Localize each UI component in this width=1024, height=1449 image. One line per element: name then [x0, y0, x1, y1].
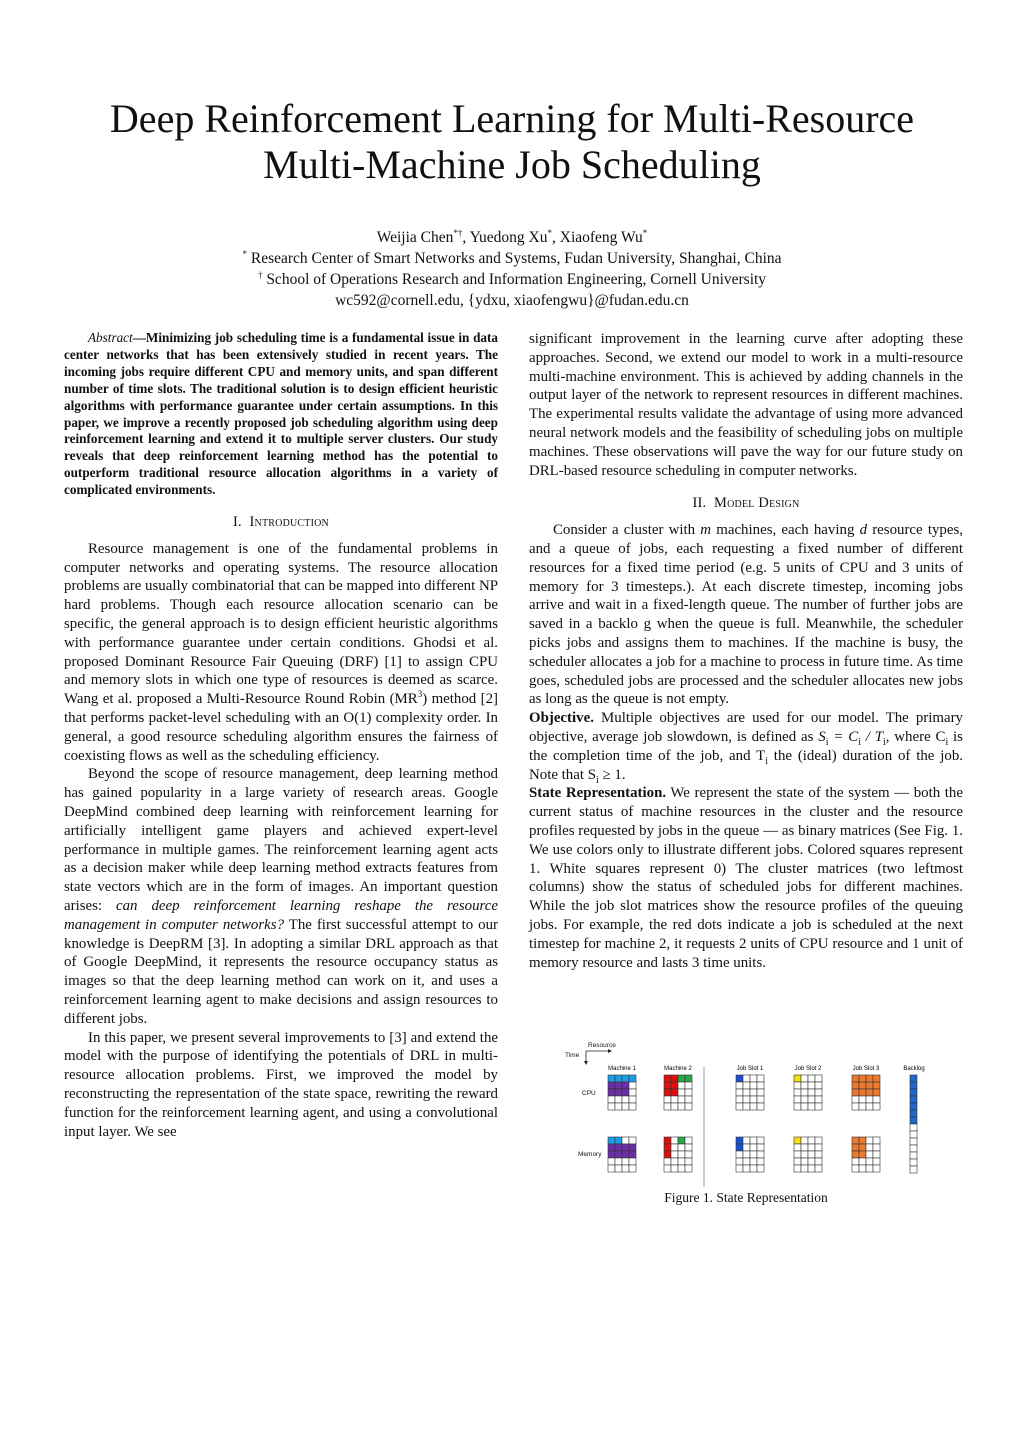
figure-grid-cell	[801, 1089, 808, 1096]
state-representation-paragraph: State Representation. We represent the state of the system — both the current status of machine resources in the cluster and the resource profiles requested by jobs in the queue — as binary matrices (See Fig. 1. We use colors only to illustrate different jobs. Colored squares represent 1. White squares represent 0) The cluster matrices (two leftmost columns) show the status of scheduled jobs for different machines. While the job slot matrices show the resource profiles of the queuing jobs. For example, the red dots indicate a job is scheduled at the next timestep for machine 2, it requests 2 units of CPU resource and 1 unit of memory resource and lasts 3 time units.	[529, 785, 963, 971]
figure-grid-cell	[808, 1165, 815, 1172]
figure-column-label: Job Slot 2	[794, 1066, 822, 1072]
figure-grid-cell	[808, 1096, 815, 1103]
figure-grid-cell	[664, 1158, 671, 1165]
figure-column-label: Job Slot 3	[852, 1066, 880, 1072]
figure-grid-cell	[678, 1151, 685, 1158]
figure-grid-cell	[685, 1075, 692, 1082]
figure-grid-cell	[815, 1082, 822, 1089]
figure-grid-cell	[750, 1082, 757, 1089]
figure-grid-cell	[664, 1089, 671, 1096]
left-column	[64, 330, 498, 1141]
figure-grid-cell	[629, 1165, 636, 1172]
figure-grid-cell	[866, 1096, 873, 1103]
figure-grid-cell	[736, 1096, 743, 1103]
figure-resource-label: Resource	[588, 1042, 616, 1049]
figure-grid-cell	[671, 1089, 678, 1096]
figure-grid-cell	[743, 1151, 750, 1158]
figure-grid-cell	[873, 1165, 880, 1172]
figure-grid-cell	[736, 1165, 743, 1172]
figure-grid-cell	[801, 1165, 808, 1172]
figure-grid-cell	[622, 1075, 629, 1082]
figure-grid-cell	[794, 1144, 801, 1151]
figure-grid-cell	[808, 1082, 815, 1089]
figure-grid-cell	[671, 1082, 678, 1089]
figure-grid-cell	[736, 1075, 743, 1082]
figure-grid-cell	[757, 1075, 764, 1082]
figure-grid-cell	[736, 1144, 743, 1151]
figure-grid-cell	[615, 1096, 622, 1103]
figure-grid-cell	[866, 1144, 873, 1151]
figure-grid-cell	[866, 1151, 873, 1158]
author-block	[60, 227, 964, 311]
figure-backlog-cell	[910, 1096, 917, 1103]
figure-grid-cell	[736, 1158, 743, 1165]
figure-grid-cell	[678, 1137, 685, 1144]
figure-grid-cell	[629, 1089, 636, 1096]
figure-grid-cell	[859, 1165, 866, 1172]
figure-grid-cell	[685, 1096, 692, 1103]
figure-grid-cell	[629, 1144, 636, 1151]
figure-grid-cell	[608, 1089, 615, 1096]
figure-grid-cell	[622, 1151, 629, 1158]
figure-grid-cell	[678, 1096, 685, 1103]
figure-grid-cell	[873, 1082, 880, 1089]
figure-grid-cell	[750, 1075, 757, 1082]
figure-grid-cell	[629, 1137, 636, 1144]
figure-grid-cell	[736, 1082, 743, 1089]
figure-grid-cell	[873, 1144, 880, 1151]
figure-grid-cell	[750, 1165, 757, 1172]
figure-grid-cell	[757, 1158, 764, 1165]
figure-backlog-cell	[910, 1082, 917, 1089]
figure-grid-cell	[815, 1144, 822, 1151]
figure-grid-cell	[685, 1137, 692, 1144]
figure-grid-cell	[750, 1137, 757, 1144]
figure-grid-cell	[736, 1151, 743, 1158]
figure-grid-cell	[866, 1165, 873, 1172]
figure-caption: Figure 1. State Representation	[664, 1190, 828, 1205]
figure-grid-cell	[852, 1158, 859, 1165]
section-heading-introduction: I. Introduction	[233, 514, 329, 531]
figure-grid-cell	[629, 1151, 636, 1158]
figure-grid-cell	[685, 1165, 692, 1172]
figure-grid-cell	[664, 1096, 671, 1103]
figure-grid-cell	[608, 1096, 615, 1103]
figure-grid-cell	[794, 1151, 801, 1158]
figure-grid-cell	[750, 1103, 757, 1110]
figure-grid-cell	[678, 1144, 685, 1151]
figure-grid-cell	[671, 1075, 678, 1082]
intro-paragraph-2: Beyond the scope of resource management, deep learning method has gained popularity in a large variety of research areas. Google DeepMind combined deep learning with reinforcement learning for artificially intelligent game players and achieved expert-level performance in multiple games. The reinforcement learning agent acts as a decision maker while deep learning method extracts features from state vectors which are in the form of images. An important question arises: can deep reinforcement learning reshape the resource management in computer networks? The first successful attempt to our knowledge is DeepRM [3]. In adopting a similar DRL approach as that of Google DeepMind, it represents the resource occupancy status as images so that the deep learning method can work on it, and uses a reinforcement learning agent to make decisions and assign resources to different jobs.	[64, 766, 498, 1027]
section-heading-model-design: II. Model Design	[692, 495, 800, 512]
figure-grid-cell	[629, 1103, 636, 1110]
figure-backlog-cell	[910, 1117, 917, 1124]
figure-grid-cell	[743, 1165, 750, 1172]
figure-grid-cell	[608, 1151, 615, 1158]
figure-grid-cell	[750, 1158, 757, 1165]
figure-grid-cell	[808, 1158, 815, 1165]
figure-grid-cell	[671, 1096, 678, 1103]
figure-grid-cell	[622, 1096, 629, 1103]
figure-grid-cell	[757, 1165, 764, 1172]
figure-grid-cell	[815, 1158, 822, 1165]
figure-grid-cell	[815, 1151, 822, 1158]
figure-grid-cell	[736, 1089, 743, 1096]
figure-grid-cell	[736, 1137, 743, 1144]
figure-grid-cell	[852, 1075, 859, 1082]
figure-grid-cell	[794, 1096, 801, 1103]
figure-grid-cell	[794, 1082, 801, 1089]
figure-grid-cell	[608, 1082, 615, 1089]
figure-grid-cell	[801, 1082, 808, 1089]
figure-grid-cell	[615, 1151, 622, 1158]
figure-grid-cell	[794, 1137, 801, 1144]
figure-grid-cell	[852, 1137, 859, 1144]
figure-grid-cell	[685, 1082, 692, 1089]
figure-grid-cell	[866, 1075, 873, 1082]
figure-axis-arrows	[584, 1049, 612, 1065]
figure-grid-cell	[866, 1103, 873, 1110]
figure-grid-cell	[678, 1103, 685, 1110]
figure-grid-cell	[671, 1137, 678, 1144]
figure-grid-cell	[678, 1158, 685, 1165]
figure-grid-cell	[608, 1165, 615, 1172]
figure-grid-cell	[678, 1165, 685, 1172]
figure-grid-cell	[859, 1151, 866, 1158]
figure-grid-cell	[794, 1158, 801, 1165]
figure-grid-cell	[743, 1075, 750, 1082]
paper-title	[40, 96, 984, 188]
figure-grid-cell	[873, 1089, 880, 1096]
figure-grid-cell	[757, 1144, 764, 1151]
abstract: Abstract—Minimizing job scheduling time is a fundamental issue in data center networks that has been extensively studied in recent years. The incoming jobs require different CPU and memory units, and span different number of time slots. The traditional solution is to design efficient heuristic algorithms with performance guarantee under certain assumptions. In this paper, we improve a recently proposed job scheduling algorithm using deep reinforcement learning and extend it to multiple server clusters. Our study reveals that deep reinforcement learning method has the potential to outperform traditional resource allocation algorithms in a variety of complicated environments.	[64, 330, 498, 498]
figure-grid-cell	[757, 1151, 764, 1158]
figure-grid-cell	[608, 1158, 615, 1165]
intro-paragraph-1: Resource management is one of the fundamental problems in computer networks and operating systems. The resource allocation problems are usually combinatorial that can be mapped into different NP hard problems. Though each resource allocation scenario can be specific, the general approach is to design efficient heuristic algorithms with performance guarantee under certain conditions. Ghodsi et al. proposed Dominant Resource Fair Queuing (DRF) [1] to assign CPU and memory slots in which one type of resources is deemed as scarce. Wang et al. proposed a Multi-Resource Round Robin $(MR^3)$ method [2] that performs packet-level scheduling with an O(1) complexity order. In general, a good resource scheduling algorithm ensures the fairness of coexisting flows as well as the scheduling efficiency.	[64, 540, 498, 764]
figure-grid-cell	[671, 1144, 678, 1151]
author-names: Weijia Chen*†, Yuedong Xu*, Xiaofeng Wu*	[376, 227, 648, 246]
figure-grid-cell	[615, 1137, 622, 1144]
figure-column-label: Machine 2	[664, 1066, 692, 1072]
figure-grid-cell	[815, 1089, 822, 1096]
figure-grid-cell	[615, 1089, 622, 1096]
figure-grid-cell	[608, 1144, 615, 1151]
figure-grid-cell	[757, 1103, 764, 1110]
figure-grid-cell	[852, 1096, 859, 1103]
figure-grid-cell	[622, 1103, 629, 1110]
figure-grid-cell	[808, 1103, 815, 1110]
figure-grid-cell	[671, 1158, 678, 1165]
figure-grid-cell	[685, 1103, 692, 1110]
figure-grid-cell	[866, 1082, 873, 1089]
figure-grid-cell	[750, 1151, 757, 1158]
figure-grid-cell	[743, 1158, 750, 1165]
figure-grid-cell	[671, 1103, 678, 1110]
figure-backlog-cell	[910, 1152, 917, 1159]
figure-backlog-cell	[910, 1124, 917, 1131]
title-line-2: Multi-Machine Job Scheduling	[263, 142, 761, 187]
model-paragraph-1: Consider a cluster with m machines, each having d resource types, and a queue of jobs, each requesting a fixed number of different resources for a fixed time period (e.g. 5 units of CPU and 3 units of memory for 3 timesteps.). At each discrete timestep, incoming jobs arrive and wait in a fixed-length queue. The number of further jobs are saved in a backlo g when the queue is full. Meanwhile, the scheduler picks jobs and assigns them to machines. If the machine is busy, the scheduler allocates a job for a machine to process in future time. As time goes, scheduled jobs are processed and the scheduler allocates new jobs as long as the queue is not empty.	[529, 522, 963, 708]
figure-backlog-cell	[910, 1103, 917, 1110]
figure-grid-cell	[622, 1137, 629, 1144]
figure-grid-cell	[615, 1082, 622, 1089]
figure-grid-cell	[801, 1075, 808, 1082]
figure-grid-cell	[852, 1082, 859, 1089]
figure-grid-cell	[866, 1089, 873, 1096]
figure-grid-cell	[794, 1075, 801, 1082]
figure-grid-cell	[622, 1144, 629, 1151]
figure-grid-cell	[615, 1144, 622, 1151]
figure-grid-cell	[873, 1103, 880, 1110]
figure-grid-cell	[808, 1089, 815, 1096]
figure-backlog-cell	[910, 1131, 917, 1138]
figure-grid-cell	[608, 1103, 615, 1110]
figure-grid-cell	[866, 1158, 873, 1165]
figure-grid-cell	[664, 1103, 671, 1110]
figure-memory-label: Memory	[578, 1151, 602, 1158]
figure-grid-cell	[664, 1144, 671, 1151]
figure-grid-cell	[685, 1089, 692, 1096]
figure-grid-cell	[743, 1144, 750, 1151]
figure-grid-cell	[801, 1103, 808, 1110]
figure-grid-cell	[859, 1075, 866, 1082]
figure-grid-cell	[852, 1165, 859, 1172]
figure-grid-cell	[615, 1158, 622, 1165]
figure-grid-cell	[678, 1082, 685, 1089]
figure-grid-cell	[808, 1137, 815, 1144]
figure-grid-cell	[615, 1075, 622, 1082]
figure-grid-cell	[808, 1144, 815, 1151]
figure-grid-cell	[801, 1151, 808, 1158]
figure-grid-cell	[664, 1082, 671, 1089]
figure-grid-cell	[859, 1103, 866, 1110]
figure-column-label: Job Slot 1	[736, 1066, 764, 1072]
figure-grid-cell	[629, 1082, 636, 1089]
figure-grid-cell	[801, 1144, 808, 1151]
figure-backlog-cell	[910, 1089, 917, 1096]
figure-grid-cell	[873, 1151, 880, 1158]
figure-grid-cell	[873, 1137, 880, 1144]
figure-grid-cell	[873, 1096, 880, 1103]
figure-grid-cell	[608, 1137, 615, 1144]
affiliation-2: † School of Operations Research and Information Engineering, Cornell University	[257, 269, 767, 288]
figure-grid-cell	[859, 1096, 866, 1103]
figure-backlog-cell	[910, 1159, 917, 1166]
figure-grid-cell	[622, 1165, 629, 1172]
figure-grid-cell	[615, 1103, 622, 1110]
figure-grid-cell	[815, 1137, 822, 1144]
figure-grid-cell	[743, 1089, 750, 1096]
figure-grid-cell	[794, 1165, 801, 1172]
figure-grid-cell	[678, 1075, 685, 1082]
figure-grid-cell	[671, 1151, 678, 1158]
figure-grid-cell	[664, 1151, 671, 1158]
figure-grid-cell	[664, 1075, 671, 1082]
figure-grid-cell	[664, 1137, 671, 1144]
figure-grid-cell	[743, 1137, 750, 1144]
figure-grid-cell	[622, 1089, 629, 1096]
figure-grid-cell	[750, 1096, 757, 1103]
figure-column-label: Backlog	[903, 1066, 925, 1072]
figure-grid-cell	[801, 1158, 808, 1165]
figure-grid-cell	[794, 1103, 801, 1110]
objective-paragraph: Objective. Multiple objectives are used for our model. The primary objective, average job slowdown, is defined as $S_i = C_i / T_i$, where $C_i$ is the completion time of the job, and $T_i$ the (ideal) duration of the job. Note that $S_i \ge 1$.	[529, 710, 963, 786]
figure-grid-cell	[685, 1151, 692, 1158]
figure-backlog-cell	[910, 1075, 917, 1082]
figure-grid-cell	[678, 1089, 685, 1096]
author-emails: wc592@cornell.edu, {ydxu, xiaofengwu}@fudan.edu.cn	[335, 292, 689, 309]
intro-paragraph-3: In this paper, we present several improvements to [3] and extend the model with the purpose of identifying the potentials of DRL in multi-resource allocation problems. First, we improved the model by reconstructing the representation of the state space, rewriting the reward function for the reinforcement learning agent, and using a convolutional input layer. We see	[64, 1029, 498, 1140]
figure-grid-cell	[671, 1165, 678, 1172]
figure-grid-cell	[629, 1158, 636, 1165]
figure-grid-cell	[852, 1144, 859, 1151]
figure-grid-cell	[664, 1165, 671, 1172]
figure-grid-cell	[866, 1137, 873, 1144]
figure-grid-cell	[859, 1082, 866, 1089]
figure-grid-cell	[622, 1158, 629, 1165]
state-representation-figure	[560, 1037, 960, 1197]
figure-grid-cell	[743, 1082, 750, 1089]
figure-grid-cell	[808, 1151, 815, 1158]
figure-grid-cell	[801, 1137, 808, 1144]
figure-grid-cell	[815, 1096, 822, 1103]
figure-grid-cell	[622, 1082, 629, 1089]
figure-backlog-cell	[910, 1145, 917, 1152]
figure-column-label: Machine 1	[608, 1066, 636, 1072]
figure-grid-cell	[743, 1096, 750, 1103]
figure-grid-cell	[750, 1144, 757, 1151]
figure-grid-cell	[801, 1096, 808, 1103]
figure-grid-cell	[852, 1151, 859, 1158]
figure-grid-cell	[859, 1158, 866, 1165]
figure-grid-cell	[743, 1103, 750, 1110]
figure-grid-cell	[852, 1103, 859, 1110]
title-line-1: Deep Reinforcement Learning for Multi-Resource	[109, 96, 915, 141]
figure-backlog-cell	[910, 1138, 917, 1145]
figure-cpu-label: CPU	[582, 1090, 596, 1097]
figure-grid-cell	[859, 1144, 866, 1151]
figure-grid-cell	[808, 1075, 815, 1082]
figure-grid-cell	[629, 1096, 636, 1103]
figure-grid-cell	[815, 1103, 822, 1110]
figure-grid-cell	[873, 1158, 880, 1165]
figure-grid-cell	[629, 1075, 636, 1082]
figure-grid-cell	[757, 1082, 764, 1089]
right-column	[529, 330, 963, 972]
figure-grid-cell	[750, 1089, 757, 1096]
figure-backlog-cell	[910, 1110, 917, 1117]
figure-grid-cell	[815, 1165, 822, 1172]
figure-grid-cell	[852, 1089, 859, 1096]
figure-grid-cell	[815, 1075, 822, 1082]
figure-grid-cell	[859, 1137, 866, 1144]
figure-grid-cell	[757, 1137, 764, 1144]
figure-grid-cell	[859, 1089, 866, 1096]
figure-grid-cell	[736, 1103, 743, 1110]
figure-grid-cell	[794, 1089, 801, 1096]
figure-time-label: Time	[565, 1052, 580, 1059]
figure-grid-cell	[757, 1096, 764, 1103]
figure-grid-cell	[608, 1075, 615, 1082]
figure-grid-cell	[685, 1144, 692, 1151]
figure-grid-cell	[685, 1158, 692, 1165]
affiliation-1: * Research Center of Smart Networks and Systems, Fudan University, Shanghai, China	[242, 248, 782, 267]
figure-grid-cell	[757, 1089, 764, 1096]
figure-backlog-cell	[910, 1166, 917, 1173]
intro-paragraph-3-continued: significant improvement in the learning curve after adopting these approaches. Second, we extend our model to work in a multi-resource multi-machine environment. This is achieved by adding channels in the output layer of the network to represent resources in different machines. The experimental results validate the advantage of using more advanced neural network models and the feasibility of scheduling jobs on multiple machines. These observations will pave the way for our future study on DRL-based resource scheduling in computer networks.	[529, 331, 963, 479]
figure-grid-cell	[873, 1075, 880, 1082]
figure-grid-cell	[615, 1165, 622, 1172]
